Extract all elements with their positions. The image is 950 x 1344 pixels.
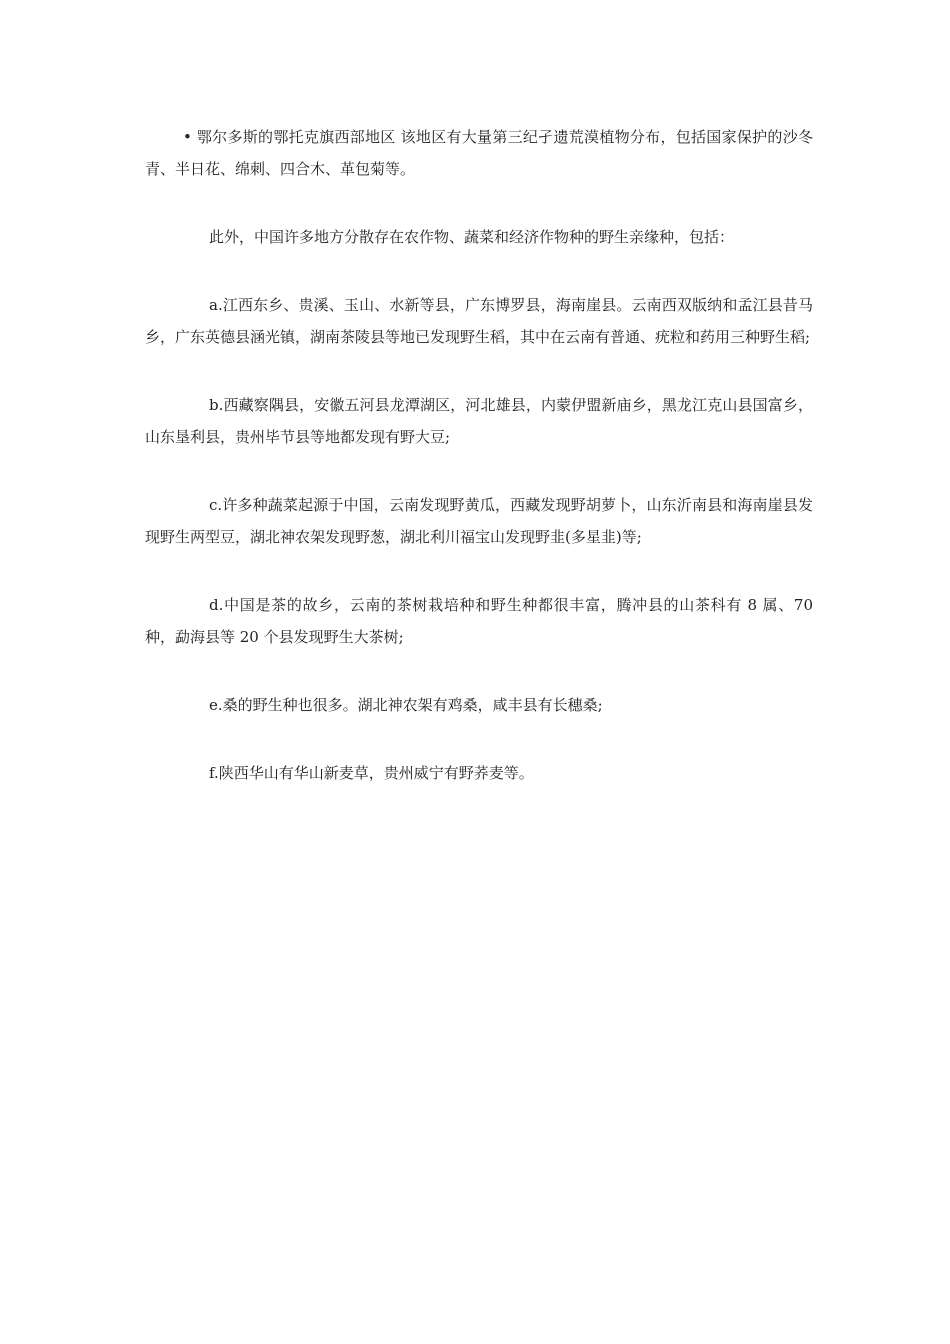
paragraph-wild-soybean: b.西藏察隅县，安徽五河县龙潭湖区，河北雄县，内蒙伊盟新庙乡，黑龙江克山县国富乡，山东垦利县，贵州毕节县等地都发现有野大豆; <box>145 396 813 446</box>
paragraph-wild-vegetables: c.许多种蔬菜起源于中国，云南发现野黄瓜，西藏发现野胡萝卜，山东沂南县和海南崖县发现野生两型豆，湖北神农架发现野葱，湖北利川福宝山发现野韭(多星韭)等; <box>145 496 813 546</box>
paragraph-wild-wheat-buckwheat: f.陕西华山有华山新麦草，贵州威宁有野荞麦等。 <box>209 764 534 782</box>
document-body <box>145 121 813 825</box>
paragraph-intro-wild-relatives: 此外，中国许多地方分散存在农作物、蔬菜和经济作物种的野生亲缘种，包括： <box>209 228 735 246</box>
paragraph-ordos-region: • 鄂尔多斯的鄂托克旗西部地区 该地区有大量第三纪孑遗荒漠植物分布，包括国家保护的沙冬青、半日花、绵刺、四合木、革包菊等。 <box>145 128 813 178</box>
paragraph-wild-rice: a.江西东乡、贵溪、玉山、水新等县，广东博罗县，海南崖县。云南西双版纳和孟江县昔马乡，广东英德县涵光镇，湖南茶陵县等地已发现野生稻，其中在云南有普通、疣粒和药用三种野生稻; <box>145 296 813 346</box>
paragraph-wild-tea: d.中国是茶的故乡，云南的茶树栽培种和野生种都很丰富，腾冲县的山茶科有 8 属、70 种，勐海县等 20 个县发现野生大茶树; <box>145 596 813 646</box>
paragraph-wild-mulberry: e.桑的野生种也很多。湖北神农架有鸡桑，咸丰县有长穗桑; <box>209 696 603 714</box>
